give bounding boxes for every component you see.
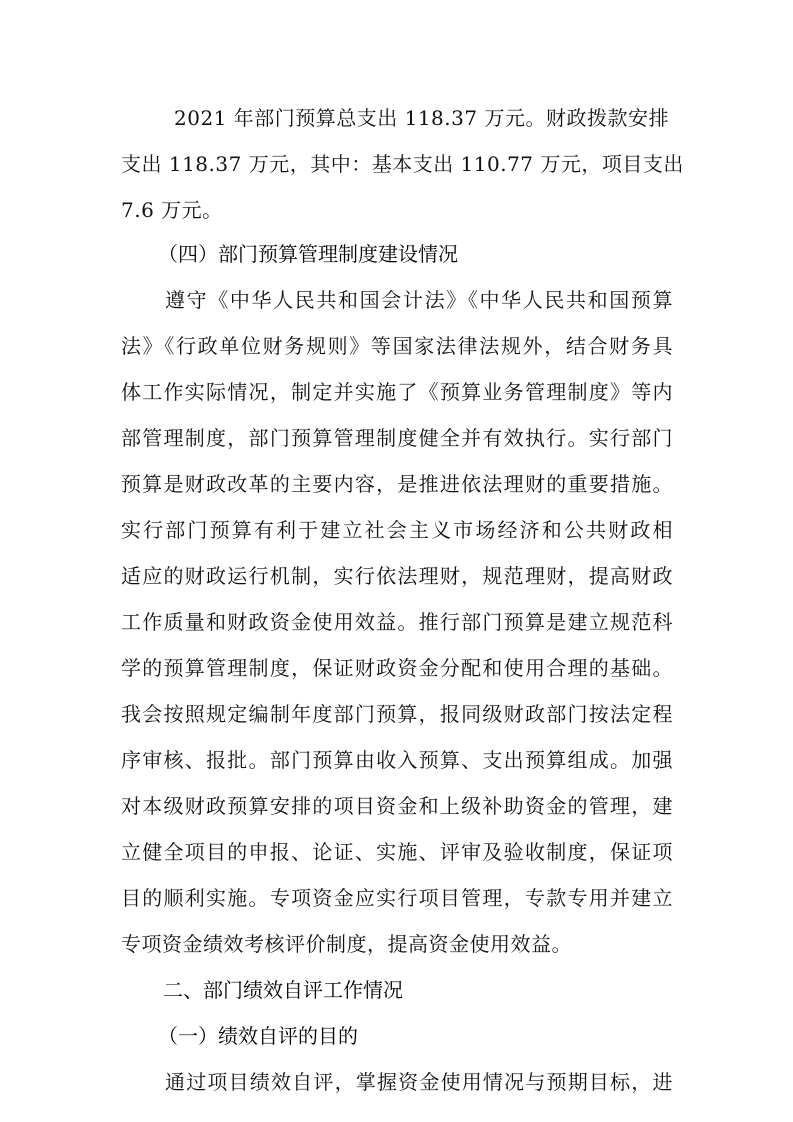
section-heading-2: 二、部门绩效自评工作情况	[163, 978, 403, 1002]
system-line-6: 实行部门预算有利于建立社会主义市场经济和公共财政相	[121, 518, 673, 542]
system-line-8: 工作质量和财政资金使用效益。推行部门预算是建立规范科	[121, 610, 673, 634]
system-line-2: 法》《行政单位财务规则》等国家法律法规外，结合财务具	[121, 334, 673, 358]
system-line-5: 预算是财政改革的主要内容，是推进依法理财的重要措施。	[121, 472, 673, 496]
system-line-12: 对本级财政预算安排的项目资金和上级补助资金的管理，建	[121, 794, 673, 818]
system-line-11: 序审核、报批。部门预算由收入预算、支出预算组成。加强	[121, 748, 673, 772]
budget-line-2: 支出 118.37 万元，其中：基本支出 110.77 万元，项目支出	[121, 152, 684, 176]
budget-line-1: 2021 年部门预算总支出 118.37 万元。财政拨款安排	[174, 106, 669, 130]
system-line-14: 目的顺利实施。专项资金应实行项目管理，专款专用并建立	[121, 886, 673, 910]
system-line-9: 学的预算管理制度，保证财政资金分配和使用合理的基础。	[121, 656, 673, 680]
system-line-3: 体工作实际情况，制定并实施了《预算业务管理制度》等内	[121, 380, 673, 404]
section-heading-4: （四）部门预算管理制度建设情况	[158, 242, 458, 266]
system-line-1: 遵守《中华人民共和国会计法》《中华人民共和国预算	[165, 288, 673, 312]
system-line-7: 适应的财政运行机制，实行依法理财，规范理财，提高财政	[121, 564, 673, 588]
system-line-13: 立健全项目的申报、论证、实施、评审及验收制度，保证项	[121, 840, 673, 864]
subsection-heading-2-1: （一）绩效自评的目的	[158, 1024, 358, 1048]
system-line-4: 部管理制度，部门预算管理制度健全并有效执行。实行部门	[121, 426, 673, 450]
purpose-line-1: 通过项目绩效自评，掌握资金使用情况与预期目标，进	[165, 1070, 673, 1094]
budget-line-3: 7.6 万元。	[121, 198, 223, 222]
system-line-15: 专项资金绩效考核评价制度，提高资金使用效益。	[121, 932, 572, 956]
system-line-10: 我会按照规定编制年度部门预算，报同级财政部门按法定程	[121, 702, 673, 726]
